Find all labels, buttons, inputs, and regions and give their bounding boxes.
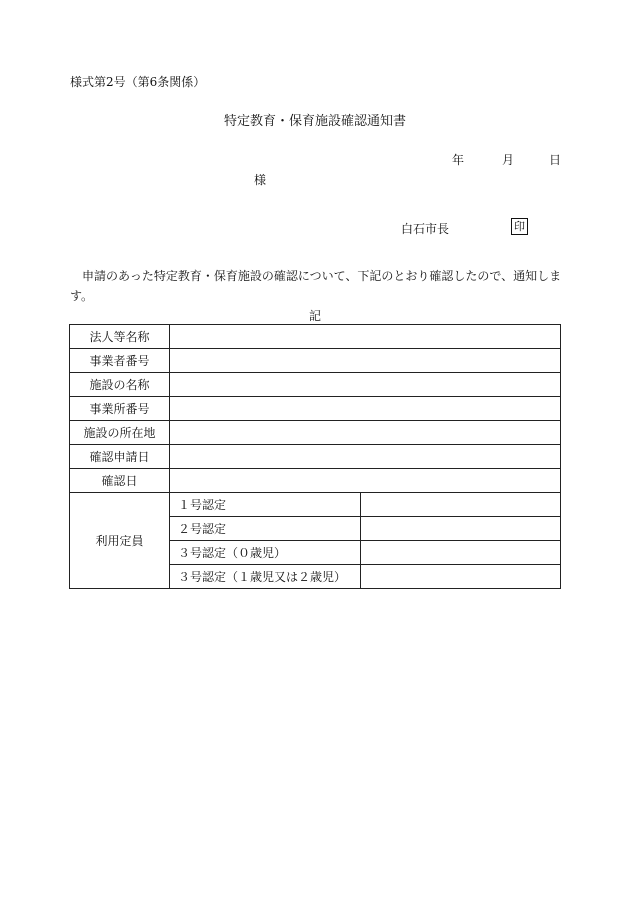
table-row [70,325,561,349]
seal-stamp-box: 印 [511,218,528,235]
table-row [70,421,561,445]
row-value-corporation-name [170,325,561,349]
capacity-value-3-age1-2 [361,565,561,589]
row-value-facility-name [170,373,561,397]
row-label-office-number: 事業所番号 [70,397,170,421]
row-value-confirmation-date [170,469,561,493]
capacity-type-3-age0: ３号認定（０歳児） [170,541,361,565]
body-text: 申請のあった特定教育・保育施設の確認について、下記のとおり確認したので、通知します。 [70,269,562,303]
capacity-type-3-age1-2: ３号認定（１歳児又は２歳児） [170,565,361,589]
table-row [70,493,561,517]
row-value-office-number [170,397,561,421]
row-label-business-number: 事業者番号 [70,349,170,373]
date-year-label: 年 [452,153,465,167]
capacity-value-1 [361,493,561,517]
issuer-name: 白石市長 [401,222,450,236]
table-row [70,469,561,493]
row-label-confirmation-date: 確認日 [70,469,170,493]
table-row [70,445,561,469]
row-value-facility-address [170,421,561,445]
ki-heading: 記 [308,309,321,323]
document-title: 特定教育・保育施設確認通知書 [223,114,406,129]
row-value-business-number [170,349,561,373]
capacity-value-2 [361,517,561,541]
date-day-label: 日 [549,153,562,167]
capacity-value-3-age0 [361,541,561,565]
capacity-type-2: ２号認定 [170,517,361,541]
row-label-application-date: 確認申請日 [70,445,170,469]
capacity-label: 利用定員 [70,493,170,589]
date-month-label: 月 [502,153,515,167]
table-row [70,397,561,421]
table-row [70,349,561,373]
form-number: 様式第2号（第6条関係） [70,75,206,89]
row-label-corporation-name: 法人等名称 [70,325,170,349]
row-value-application-date [170,445,561,469]
row-label-facility-address: 施設の所在地 [70,421,170,445]
capacity-type-1: １号認定 [170,493,361,517]
addressee-suffix: 様 [254,173,267,187]
table-row [70,373,561,397]
row-label-facility-name: 施設の名称 [70,373,170,397]
record-table [69,324,561,589]
